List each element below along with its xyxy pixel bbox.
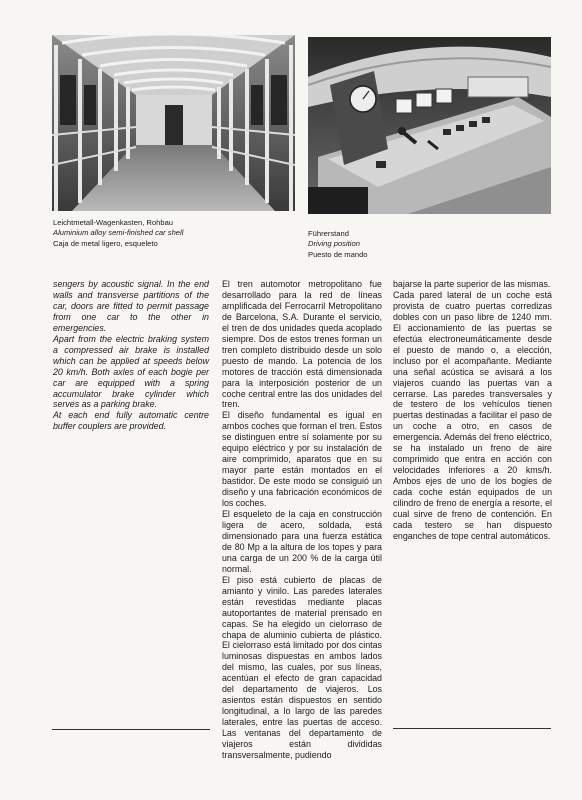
caption-spanish: Caja de metal ligero, esqueleto <box>53 238 158 248</box>
spanish-text-column-2 <box>393 279 552 542</box>
caption-english: Driving position <box>308 239 360 249</box>
caption-spanish: Puesto de mando <box>308 249 368 259</box>
caption-german: Leichtmetall-Wagenkasten, Rohbau <box>53 218 174 227</box>
paragraph: Apart from the electric braking system a compressed air brake is installed which can be applied at speeds below 20 km/h. Both axles of each bogie per car are equipped with a spring accumulator brake cylinder which serves as a parking brake. <box>53 333 209 410</box>
photo1-caption <box>53 218 293 249</box>
paragraph: El tren automotor metropolitano fue desarrollado para la red de líneas amplificada del Ferrocarril Metropolitano de Barcelona, S.A. Durante el servicio, el tren de dos unidades queda acoplado siempre. Dos de estos trenes forman un tren completo distribuido desde un solo puesto de mando. La potencia de los motores de tracción está dimensionada para la interposición posterior de un coche central entre las dos unidades del tren. <box>222 279 382 410</box>
paragraph: bajarse la parte superior de las mismas. <box>393 279 551 289</box>
photo2-caption <box>308 229 548 260</box>
caption-english: Aluminium alloy semi-finished car shell <box>53 228 184 238</box>
caption-german: Führerstand <box>308 229 349 238</box>
paragraph: El esqueleto de la caja en construcción ligera de acero, soldada, está dimensionado para una fuerza estática de 80 Mp a la altura de los topes y para una carga de un 200 % de la carga útil normal. <box>222 509 382 574</box>
paragraph: sengers by acoustic signal. In the end walls and transverse partitions of the car, doors are fitted to permit passage from one car to the other in emergencies. <box>53 279 209 333</box>
english-text-column <box>53 279 209 432</box>
column-end-rule <box>52 729 210 730</box>
paragraph: At each end fully automatic centre buffer couplers are provided. <box>53 410 209 432</box>
paragraph: El diseño fundamental es igual en ambos coches que forman el tren. Estos se distinguen entre sí solamente por su equipo eléctrico y por su instalación de aire comprimido, aparatos que en su mayor parte están montados en el bastidor. De este modo se consiguió un diseño y una fabricación económicos de los coches. <box>222 410 382 509</box>
paragraph: El piso está cubierto de placas de amianto y vinilo. Las paredes laterales están revestidas mediante placas autoportantes de material prensado en capas. Se ha elegido un cielorraso de chapa de aluminio cubierta de plástico. El cielorraso está limitado por dos cintas luminosas dispuestas en ambos lados del mismo, las cuales, por sus líneas, acentúan el efecto de gran capacidad del departamento de viajeros. Los asientos están dispuestos en sentido longitudinal, a lo largo de las paredes laterales, entre las puertas de acceso. Las ventanas del departamento de viajeros están divididas transversalmente, pudiendo <box>222 574 382 760</box>
car-shell-photo <box>52 35 295 211</box>
driving-position-photo <box>308 37 551 214</box>
driving-position-illustration <box>308 37 551 214</box>
paragraph: Cada pared lateral de un coche está provista de cuatro puertas corredizas dobles con un paso libre de 1240 mm. El accionamiento de las puertas se efectúa electroneumáticamente desde el puesto de mando o, a elección, incluso por el acompañante. Mediante una señal acústica se avisará a los viajeros cuando las puertas van a cerrarse. Las paredes transversales y de testero de los vehículos tienen puertas destinadas a facilitar el paso de un coche a otro, en casos de emergencia. Además del freno eléctrico, se ha instalado un freno de aire comprimido que entra en acción con velocidades inferiores a 20 kms/h. Ambos ejes de uno de los bogies de cada coche están equipados de un cilindro de freno de energía a resorte, el cual sirve de freno de contención. En cada testero se han dispuesto enganches de tope central automáticos. <box>393 289 552 541</box>
column-end-rule <box>393 728 551 729</box>
car-shell-illustration <box>52 35 295 211</box>
spanish-text-column-1 <box>222 279 382 761</box>
